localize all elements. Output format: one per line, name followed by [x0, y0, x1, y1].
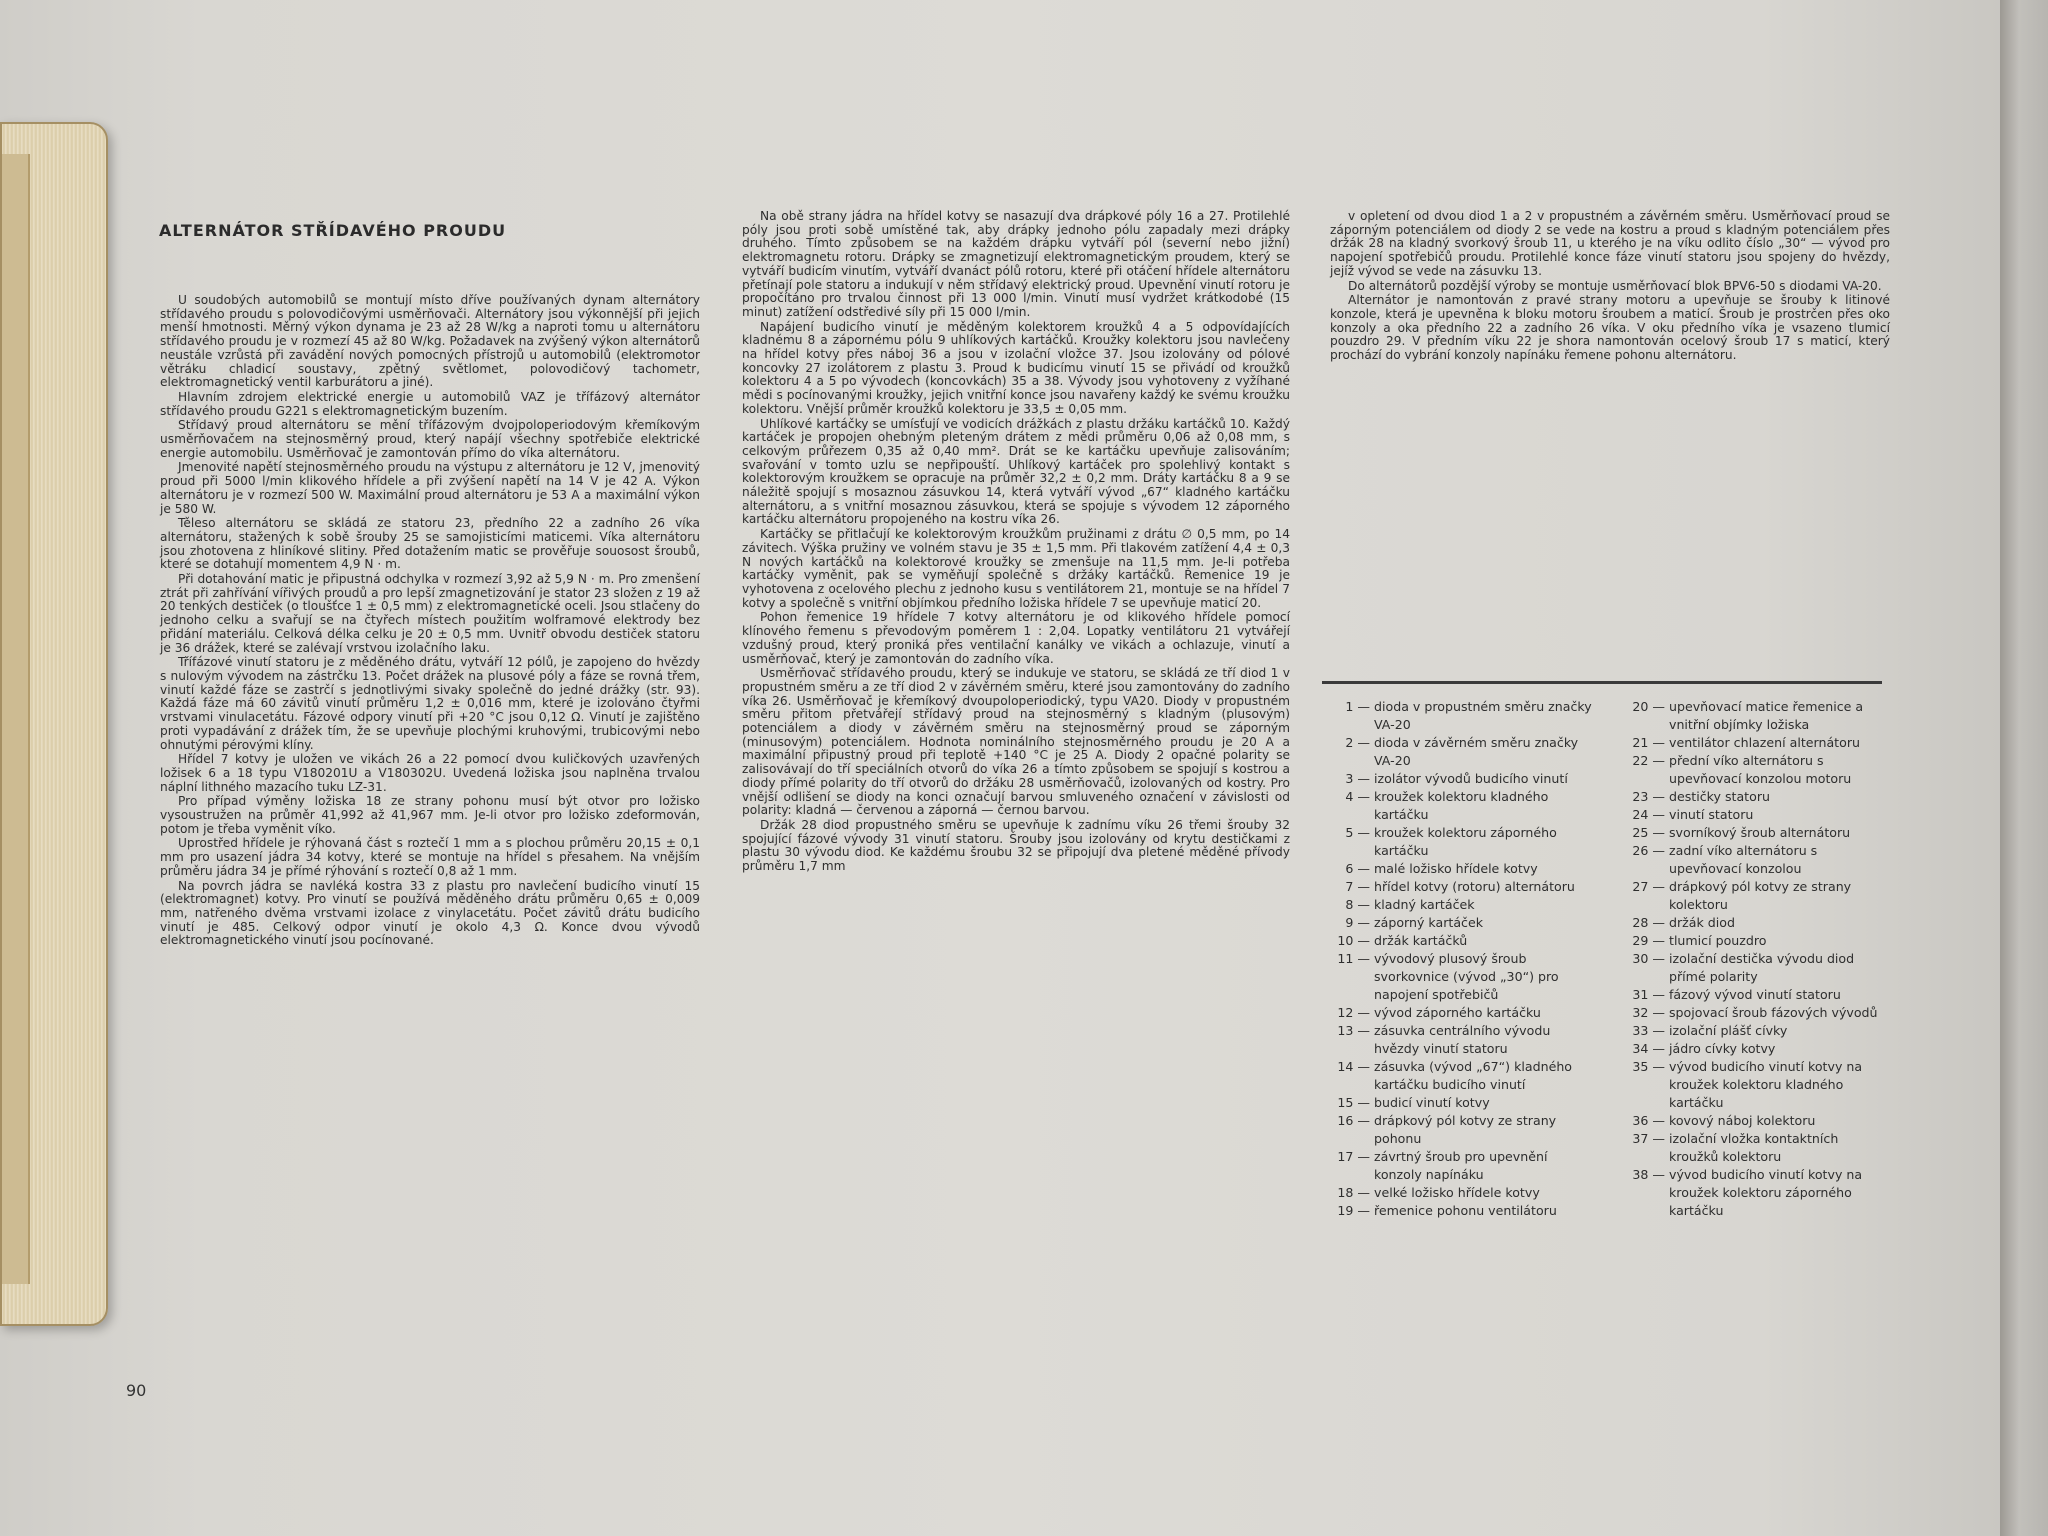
legend-text: ventilátor chlazení alternátoru [1669, 735, 1860, 750]
legend-item [1625, 842, 1885, 878]
legend-item [1330, 950, 1595, 1004]
legend-number: 7 — [1345, 879, 1370, 894]
legend-number: 24 — [1632, 807, 1665, 822]
legend-number: 6 — [1345, 861, 1370, 876]
paragraph: Střídavý proud alternátoru se mění třífázovým dvojpoloperiodovým křemíkovým usměrňovačem na stejnosměrný proud, který napájí všechny spotřebiče elektrické energie automobilu. Usměrňovač je zamontován přímo do víka alternátoru. [160, 418, 700, 460]
text-column-3 [1330, 210, 1890, 364]
legend-item [1625, 914, 1885, 932]
legend-text: velké ložisko hřídele kotvy [1374, 1185, 1540, 1200]
legend-text: záporný kartáček [1374, 915, 1484, 930]
text-column-2 [742, 210, 1290, 875]
legend-number: 27 — [1632, 879, 1665, 894]
paragraph: Uprostřed hřídele je rýhovaná část s roztečí 1 mm a s plochou průměru 20,15 ± 0,1 mm pro usazení jádra 34 kotvy, které se montuje na hřídel s přesahem. Na vnějším průměru jádra 34 je přímé rýhování s roztečí 0,8 až 1 mm. [160, 836, 700, 878]
legend-number: 14 — [1337, 1059, 1370, 1074]
legend-item [1330, 1004, 1595, 1022]
legend-item [1330, 896, 1595, 914]
legend-item [1330, 734, 1595, 770]
legend-number: 32 — [1632, 1005, 1665, 1020]
legend-number: 18 — [1337, 1185, 1370, 1200]
legend-number: 34 — [1632, 1041, 1665, 1056]
legend-item [1330, 1094, 1595, 1112]
legend-text: držák kartáčků [1374, 933, 1468, 948]
legend-number: 3 — [1345, 771, 1370, 786]
legend-text: fázový vývod vinutí statoru [1669, 987, 1841, 1002]
legend-number: 12 — [1337, 1005, 1370, 1020]
legend-number: 25 — [1632, 825, 1665, 840]
legend-item [1625, 1040, 1885, 1058]
legend-text: řemenice pohonu ventilátoru [1374, 1203, 1557, 1218]
legend-text: vývodový plusový šroub svorkovnice (vývod „30“) pro napojení spotřebičů [1374, 951, 1559, 1002]
paragraph: Při dotahování matic je připustná odchylka v rozmezí 3,92 až 5,9 N · m. Pro zmenšení ztrát při zahřívání vířivých proudů a pro lepší zmagnetizování je stator 23 složen z 19 až 20 tenkých destiček (o tloušťce 1 ± 0,5 mm) z elektromagnetické oceli. Jsou stlačeny do jednoho celku a svařují se na čtyřech místech použitím wolframové elektrody bez přidání materiálu. Celková délka celku je 20 ± 0,5 mm. Uvnitř obvodu destiček statoru je 36 drážek, které se zalévají vrstvou izolačního laku. [160, 572, 700, 655]
legend-item [1330, 932, 1595, 950]
legend-item [1330, 1202, 1595, 1220]
paragraph: U soudobých automobilů se montují místo dříve používaných dynam alternátory střídavého proudu s polovodičovými usměrňovači. Alternátory jsou výkonnější při jejich menší hmotnosti. Měrný výkon dynama je 23 až 28 W/kg a naproti tomu u alternátoru střídavého proudu je v rozmezí 45 až 80 W/kg. Požadavek na zvýšený výkon alternátorů neustále vzrůstá při zavádění nových pomocných přístrojů u automobilů (elektromotor větráku chladicí soustavy, zpětný světlomet, polovodičový tachometr, elektromagnetický ventil karburátoru a jiné). [160, 293, 700, 390]
legend-number: 31 — [1632, 987, 1665, 1002]
paragraph: Usměrňovač střídavého proudu, který se indukuje ve statoru, se skládá ze tří diod 1 v propustném směru a ze tří diod 2 v závěrném směru, které jsou zamontovány do zadního víka 26. Usměrňovač je křemíkový dvoupoloperiodický, typu VA20. Diody v propustném směru přitom přetvářejí střídavý proud na stejnosměrný s kladným (plusovým) potenciálem a diody v závěrném směru na stejnosměrný proud se záporným (minusovým) potenciálem. Hodnota nominálního stejnosměrného proudu je 20 A a maximální připustný proud při teplotě +140 °C je 25 A. Diody 2 opačné polarity se zalisovávají do tří speciálních otvorů do víka 26 a tímto způsobem se spojují s kostrou a diody přímé polarity do tří otvorů do držáku 28 usměrňovačů, izolovaných od kostry. Pro vnější odlišení se diody na konci označují barvou smluveného označení v závislosti od polarity: kladná — červenou a záporná — černou barvou. [742, 666, 1290, 818]
legend-text: zásuvka centrálního vývodu hvězdy vinutí statoru [1374, 1023, 1551, 1056]
legend-item [1330, 698, 1595, 734]
legend-text: zásuvka (vývod „67“) kladného kartáčku budicího vinutí [1374, 1059, 1573, 1092]
legend-text: hřídel kotvy (rotoru) alternátoru [1374, 879, 1575, 894]
legend-text: drápkový pól kotvy ze strany kolektoru [1669, 879, 1852, 912]
legend-text: upevňovací matice řemenice a vnitřní objímky ložiska [1669, 699, 1864, 732]
legend-text: malé ložisko hřídele kotvy [1374, 861, 1538, 876]
legend-item [1330, 1148, 1595, 1184]
legend-number: 22 — [1632, 753, 1665, 768]
legend-item [1625, 1058, 1885, 1112]
paragraph: Pro případ výměny ložiska 18 ze strany pohonu musí být otvor pro ložisko vysoustružen na průměr 41,992 až 41,967 mm. Je-li otvor pro ložisko zdeformován, potom je třeba vyměnit víko. [160, 794, 700, 836]
paragraph: Jmenovité napětí stejnosměrného proudu na výstupu z alternátoru je 12 V, jmenovitý proud při 5000 l/min klikového hřídele a při zvýšení napětí na 14 V je 42 A. Výkon alternátoru je v rozmezí 500 W. Maximální proud alternátoru je 53 A a maximální výkon je 580 W. [160, 460, 700, 516]
legend-number: 13 — [1337, 1023, 1370, 1038]
paragraph: Uhlíkové kartáčky se umísťují ve vodicích drážkách z plastu držáku kartáčků 10. Každý kartáček je propojen ohebným pleteným drátem z mědi průměru 0,06 až 0,08 mm, s celkovým průřezem 0,35 až 0,40 mm². Drát se ke kartáčku upevňuje zalisováním; svařování v tomto uzlu se nepřipouští. Uhlíkový kartáček pro spolehlivý kontakt s kolektorovým kroužkem se opracuje na průměr 32,2 ± 0,2 mm. Dráty kartáčku 8 a 9 se náležitě spojují s mosaznou zásuvkou 14, která vytváří vývod „67“ kladného kartáčku alternátoru, a s vnitřní mosaznou zásuvkou, která se spojuje s vývodem 12 záporného kartáčku alternátoru propojeného na kostru víka 26. [742, 416, 1290, 527]
legend-item [1625, 752, 1885, 788]
legend-text: spojovací šroub fázových vývodů [1669, 1005, 1878, 1020]
legend-number: 30 — [1632, 951, 1665, 966]
legend-number: 5 — [1345, 825, 1370, 840]
paragraph: Kartáčky se přitlačují ke kolektorovým kroužkům pružinami z drátu ∅ 0,5 mm, po 14 závitech. Výška pružiny ve volném stavu je 35 ± 1,5 mm. Při tlakovém zatížení 4,4 ± 0,3 N nových kartáčků na kolektorové kroužky se zmenšuje na 11,5 mm. Je-li potřeba kartáčky vyměnit, pak se vyměňují společně s držáky kartáčků. Řemenice 19 je vyhotovena z ocelového plechu z jednoho kusu s ventilátorem 21, montuje se na hřídel 7 kotvy a společně s vnitřní objímkou předního ložiska hřídele 7 se upevňuje maticí 20. [742, 527, 1290, 610]
legend-number: 15 — [1337, 1095, 1370, 1110]
legend-text: destičky statoru [1669, 789, 1770, 804]
paragraph: Držák 28 diod propustného směru se upevňuje k zadnímu víku 26 třemi šrouby 32 spojující fázové vývody 31 vinutí statoru. Šrouby jsou izolovány od krytu destičkami z plastu 30 vývodu diod. Ke každému šroubu 32 se připojují dva pletené měděné přívody průměru 1,7 mm [742, 817, 1290, 874]
text-column-1 [160, 294, 700, 949]
legend-item [1330, 770, 1595, 788]
legend-text: svorníkový šroub alternátoru [1669, 825, 1851, 840]
legend-number: 21 — [1632, 735, 1665, 750]
legend-text: kroužek kolektoru kladného kartáčku [1374, 789, 1549, 822]
legend-number: 8 — [1345, 897, 1370, 912]
legend-item [1330, 914, 1595, 932]
paragraph: Třífázové vinutí statoru je z měděného drátu, vytváří 12 pólů, je zapojeno do hvězdy s nulovým vývodem na zástrčku 13. Počet drážek na plusové póly a fáze se rovná třem, vinutí každé fáze se zastrčí s jednotlivými sivaky společně do jedné drážky (str. 93). Každá fáze má 60 závitů vinutí průměru 1,2 ± 0,016 mm, které je izolováno čtyřmi vrstvami vinulacetátu. Fázové odpory vinutí při +20 °C jsou 0,12 Ω. Vinutí je zajištěno proti vypadávání z drážek tím, že se upevňuje plochými kruhovými, trubicovými nebo ohnutými pérovými klíny. [160, 655, 700, 752]
paragraph: Do alternátorů pozdější výroby se montuje usměrňovací blok BPV6-50 s diodami VA-20. [1348, 278, 1882, 293]
legend-text: zadní víko alternátoru s upevňovací konzolou [1669, 843, 1818, 876]
paragraph: Na povrch jádra se navléká kostra 33 z plastu pro navlečení budicího vinutí 15 (elektromagnet) kotvy. Pro vinutí se používá měděného drátu průměru 0,65 ± 0,009 mm, natřeného dvěma vrstvami izolace z vinylacetátu. Počet závitů drátu budicího vinutí je 485. Celkový odpor vinutí je okolo 4,3 Ω. Konce dvou vývodů elektromagnetického vinutí jsou pocínované. [160, 878, 700, 948]
page-number: 90 [126, 1381, 147, 1400]
legend-number: 28 — [1632, 915, 1665, 930]
legend-number: 20 — [1632, 699, 1665, 714]
legend-text: vinutí statoru [1669, 807, 1754, 822]
legend-number: 16 — [1337, 1113, 1370, 1128]
legend-item [1330, 860, 1595, 878]
legend-text: vývod budicího vinutí kotvy na kroužek kolektoru záporného kartáčku [1669, 1167, 1863, 1218]
legend-text: držák diod [1669, 915, 1735, 930]
legend-number: 10 — [1337, 933, 1370, 948]
legend-number: 17 — [1337, 1149, 1370, 1164]
paragraph: Pohon řemenice 19 hřídele 7 kotvy alternátoru je od klikového hřídele pomocí klínového řemenu s převodovým poměrem 1 : 2,04. Lopatky ventilátoru 21 vytvářejí vzdušný proud, který proniká přes ventilační kanálky ve vikách a ochlazuje, vinutí a usměrňovač, který je zamontován do zadního víka. [742, 610, 1290, 666]
legend-item [1625, 950, 1885, 986]
paragraph: Alternátor je namontován z pravé strany motoru a upevňuje se šrouby k litinové konzole, která je upevněna k bloku motoru šroubem a maticí. Šroub je prostrčen přes oko konzoly a oka předního 22 a zadního 26 víka. V oku předního víka je vsazeno tlumicí pouzdro 29. V předním víku 22 je shora namontován ocelový šroub 17 s maticí, který prochází do vybrání konzoly napínáku řemene pohonu alternátoru. [1330, 293, 1890, 363]
legend-item [1330, 1112, 1595, 1148]
legend-text: izolátor vývodů budicího vinutí [1374, 771, 1568, 786]
paragraph: Hlavním zdrojem elektrické energie u automobilů VAZ je třífázový alternátor střídavého proudu G221 s elektromagnetickým buzením. [160, 389, 700, 418]
paragraph: Napájení budicího vinutí je měděným kolektorem kroužků 4 a 5 odpovídajících kladnému 8 a zápornému pólu 9 uhlíkových kartáčků. Kroužky kolektoru jsou navlečeny na hřídel kotvy přes náboj 36 a jsou v izolační vložce 37. Jsou izolovány od pólové koncovky 27 izolátorem z plastu 3. Proud k budicímu vinutí 15 se přivádí od kroužků kolektoru 4 a 5 po vývodech (koncovkách) 35 a 38. Vývody jsou vyhotoveny z vyžíhané mědi s pocínovanými kroužky, jejich vnitřní konce jsou navařeny každý ke svému kroužku kolektoru. Vnější průměr kroužků kolektoru je 33,5 ± 0,05 mm. [742, 319, 1290, 416]
legend-item [1625, 986, 1885, 1004]
legend-item [1330, 1184, 1595, 1202]
legend-number: 19 — [1337, 1203, 1370, 1218]
legend-text: tlumicí pouzdro [1669, 933, 1767, 948]
legend-item [1625, 698, 1885, 734]
legend-item [1330, 1022, 1595, 1058]
legend-text: vývod budicího vinutí kotvy na kroužek kolektoru kladného kartáčku [1669, 1059, 1863, 1110]
legend-number: 29 — [1632, 933, 1665, 948]
legend-text: kovový náboj kolektoru [1669, 1113, 1816, 1128]
legend-divider [1322, 681, 1882, 684]
legend-item [1330, 1058, 1595, 1094]
legend-item [1625, 1022, 1885, 1040]
legend-text: závrtný šroub pro upevnění konzoly napínáku [1374, 1149, 1548, 1182]
legend-text: přední víko alternátoru s upevňovací konzolou motoru [1669, 753, 1852, 786]
legend-item [1625, 1004, 1885, 1022]
legend-text: drápkový pól kotvy ze strany pohonu [1374, 1113, 1557, 1146]
book-edge-pages [0, 122, 108, 1326]
legend-number: 38 — [1632, 1167, 1665, 1182]
paragraph: v opletení od dvou diod 1 a 2 v propustném a závěrném směru. Usměrňovací proud se záporným potenciálem od diody 2 se vede na kostru a proud s kladným potenciálem přes držák 28 na kladný svorkový šroub 11, u kterého je na víku odlito číslo „30“ — vývod pro napojení spotřebičů proudu. Protilehlé konce fáze vinutí statoru jsou spojeny do hvězdy, jejíž vývod se vede na zásuvku 13. [1330, 209, 1890, 278]
legend-number: 1 — [1345, 699, 1370, 714]
book-inner-edge [2, 154, 30, 1284]
legend-text: kroužek kolektoru záporného kartáčku [1374, 825, 1557, 858]
paragraph: Na obě strany jádra na hřídel kotvy se nasazují dva drápkové póly 16 a 27. Protilehlé póly jsou proti sobě umístěné tak, aby drápky jednoho pólu zapadaly mezi drápky druhého. Tímto způsobem se na každém drápku vytváří pól (severní nebo jižní) elektromagnetu rotoru. Drápky se zmagnetizují elektromagnetickým proudem, který se vytváří budicím vinutím, vytváří dvanáct pólů rotoru, které při otáčení hřídele alternátoru přetínají pole statoru a indukují v něm střídavý elektrický proud. Upevnění vinutí rotoru je propočítáno pro trvalou činnost při 13 000 l/min. Vinutí musí vydržet krátkodobé (15 minut) zatížení odstředivé síly při 15 000 l/min. [742, 209, 1290, 319]
legend-item [1330, 788, 1595, 824]
legend-number: 11 — [1337, 951, 1370, 966]
legend-list-right [1625, 698, 1885, 1220]
legend-item [1330, 824, 1595, 860]
legend-text: jádro cívky kotvy [1669, 1041, 1776, 1056]
legend-item [1625, 1130, 1885, 1166]
legend-number: 37 — [1632, 1131, 1665, 1146]
legend-item [1625, 1166, 1885, 1220]
section-heading: ALTERNÁTOR STŘÍDAVÉHO PROUDU [159, 221, 507, 240]
legend-number: 2 — [1345, 735, 1370, 750]
legend-item [1625, 788, 1885, 806]
legend-item [1625, 1112, 1885, 1130]
legend-number: 35 — [1632, 1059, 1665, 1074]
legend-text: izolační vložka kontaktních kroužků kolektoru [1669, 1131, 1839, 1164]
next-page-edge [2000, 0, 2048, 1536]
legend-number: 9 — [1345, 915, 1370, 930]
legend-text: dioda v propustném směru značky VA-20 [1374, 699, 1592, 732]
legend-number: 33 — [1632, 1023, 1665, 1038]
legend-item [1330, 878, 1595, 896]
legend-number: 26 — [1632, 843, 1665, 858]
legend-text: kladný kartáček [1374, 897, 1475, 912]
legend-item [1625, 824, 1885, 842]
legend-list-left [1330, 698, 1595, 1220]
legend-item [1625, 878, 1885, 914]
legend-text: vývod záporného kartáčku [1374, 1005, 1541, 1020]
legend-item [1625, 806, 1885, 824]
legend-item [1625, 932, 1885, 950]
legend-number: 36 — [1632, 1113, 1665, 1128]
legend-number: 23 — [1632, 789, 1665, 804]
paragraph: Těleso alternátoru se skládá ze statoru 23, předního 22 a zadního 26 víka alternátoru, stažených k sobě šrouby 25 se samojisticími maticemi. Víka alternátoru jsou zhotovena z hliníkové slitiny. Před dotažením matic se prověřuje souosost šroubů, které se dotahují momentem 4,9 N · m. [160, 516, 700, 572]
legend-text: izolační destička vývodu diod přímé polarity [1669, 951, 1855, 984]
paragraph: Hřídel 7 kotvy je uložen ve vikách 26 a 22 pomocí dvou kuličkových uzavřených ložisek 6 a 18 typu V180201U a V180302U. Uvedená ložiska jsou naplněna trvalou náplní lithného mazacího tuku LZ-31. [160, 752, 700, 794]
legend-number: 4 — [1345, 789, 1370, 804]
legend-item [1625, 734, 1885, 752]
legend-text: dioda v závěrném směru značky VA-20 [1374, 735, 1579, 768]
legend-text: izolační plášť cívky [1669, 1023, 1788, 1038]
legend-text: budicí vinutí kotvy [1374, 1095, 1490, 1110]
